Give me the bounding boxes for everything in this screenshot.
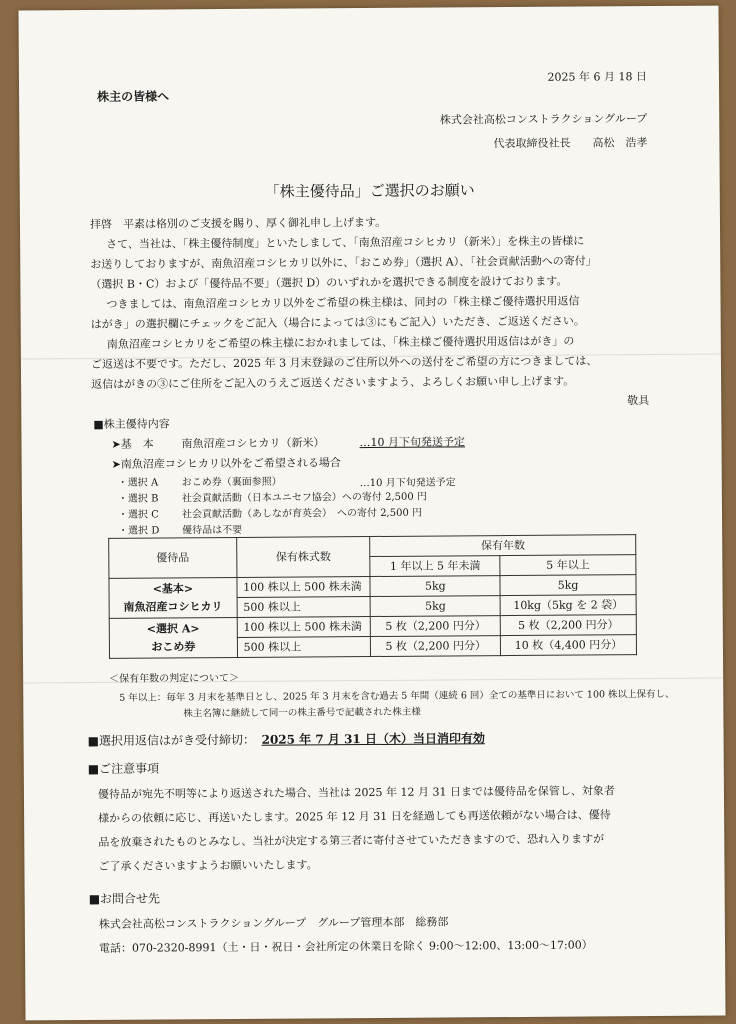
option-text: 優待品は不要 <box>182 524 243 537</box>
shares-cell: 100 株以上 500 株未満 <box>237 617 371 638</box>
deadline-label: ■選択用返信はがき受付締切： <box>87 732 255 748</box>
basic-item: 南魚沼産コシヒカリ（新米） <box>181 436 325 451</box>
contact-tel: 電話：070-2320-8991（土・日・祝日・会社所定の休業日を除く 9:00～12:00、13:00～17:00） <box>98 938 593 955</box>
body-line: 拝啓 平素は格別のご支援を賜り、厚く御礼申し上げます。 <box>89 215 387 231</box>
notice-line: 様からの依頼に応じ、再送いたします。2025 年 12 月 31 日を経過しても再送依頼がない場合は、優待 <box>98 808 611 825</box>
option-text: 社会貢献活動（あしなが育英会） への寄付 2,500 円 <box>181 507 423 521</box>
header-years-5plus: 5 年以上 <box>500 555 636 576</box>
section-heading: ■株主優待内容 <box>93 417 170 431</box>
benefit-table <box>108 534 637 659</box>
closing: 敬具 <box>627 394 650 408</box>
letter-paper <box>18 6 725 1021</box>
notice-line: 品を放棄されたものとみなし、当社が決定する第三者に寄付させていただきますので、恐れ入りますが <box>98 832 605 849</box>
notice-heading: ■ご注意事項 <box>87 761 160 776</box>
deadline-value: 2025 年 7 月 31 日（木）当日消印有効 <box>261 731 485 747</box>
group-label: <基本> <box>152 581 194 596</box>
body-line: 南魚沼産コシヒカリをご希望の株主様におかれましては、「株主様ご優待選択用返信はがき」の <box>106 334 575 351</box>
notice-line: ご了承くださいますようお願いいたします。 <box>98 858 318 873</box>
header-item: 優待品 <box>109 537 237 578</box>
body-line: はがき」の選択欄にチェックをご記入（場合によっては③にもご記入）いただき、ご返送ください。 <box>90 314 585 331</box>
header-years: 保有年数 <box>370 535 636 557</box>
header-shares: 保有株式数 <box>236 537 370 578</box>
representative: 代表取締役社長 高松 浩孝 <box>493 136 648 151</box>
group-label: 南魚沼産コシヒカリ <box>123 599 223 614</box>
contact-org: 株式会社高松コンストラクショングループ グループ管理本部 総務部 <box>98 915 449 931</box>
value-cell: 10 枚（4,400 円分） <box>501 635 637 656</box>
body-line: つきましては、南魚沼産コシヒカリ以外をご希望の株主様は、同封の「株主様ご優待選択用返信 <box>106 294 580 311</box>
basic-note: …10 月下旬発送予定 <box>359 435 466 450</box>
option-note: …10 月下旬発送予定 <box>359 477 456 490</box>
value-cell: 5 枚（2,200 円分） <box>371 636 501 657</box>
option-label: ・選択 C <box>117 509 159 521</box>
option-text: おこめ券（裏面参照） <box>181 476 282 489</box>
option-text: 社会貢献活動（日本ユニセフ協会）への寄付 2,500 円 <box>181 491 427 505</box>
letter-date: 2025 年 6 月 18 日 <box>547 70 648 84</box>
holding-note-title: ＜保有年数の判定について＞ <box>109 672 240 685</box>
group-label: <選択 A> <box>146 621 200 636</box>
value-cell: 5 枚（2,200 円分） <box>500 615 636 636</box>
shares-cell: 500 株以上 <box>237 597 371 618</box>
value-cell: 5kg <box>500 575 636 596</box>
company-name: 株式会社高松コンストラクショングループ <box>439 112 648 127</box>
option-label: ・選択 D <box>118 525 160 537</box>
shares-cell: 500 株以上 <box>237 637 371 658</box>
body-line: さて、当社は、「株主優待制度」といたしまして、「南魚沼産コシヒカリ（新米）」を株主の皆様に <box>106 234 585 251</box>
basic-label: ➤基 本 <box>111 437 154 451</box>
holding-note-line: 株主名簿に継続して同一の株主番号で記載された株主様 <box>183 706 421 720</box>
value-cell: 5kg <box>371 596 501 617</box>
group-basic <box>109 577 237 618</box>
option-label: ・選択 B <box>117 493 159 505</box>
value-cell: 10kg（5kg を 2 袋） <box>500 595 636 616</box>
alt-heading: ➤南魚沼産コシヒカリ以外をご希望される場合 <box>111 456 341 471</box>
group-label: おこめ券 <box>151 639 196 654</box>
body-line: （選択 B・C）および「優待品不要」（選択 D）のいずれかを選択できる制度を設けております。 <box>90 274 568 291</box>
group-option-a <box>109 617 237 658</box>
addressee: 株主の皆様へ <box>97 89 170 104</box>
body-line: ご返送は不要です。ただし、2025 年 3 月末登録のご住所以外への送付をご希望の方につきましては、 <box>90 354 598 371</box>
header-years-1to5: 1 年以上 5 年未満 <box>370 556 500 577</box>
shares-cell: 100 株以上 500 株未満 <box>237 577 371 598</box>
body-line: お送りしておりますが、南魚沼産コシヒカリ以外に、「おこめ券」（選択 A）、「社会貢献活動への寄付」 <box>90 254 597 271</box>
body-line: 返信はがきの③にご住所をご記入のうえご返送くださいますよう、よろしくお願い申し上げます。 <box>91 374 575 391</box>
value-cell: 5 枚（2,200 円分） <box>371 616 501 637</box>
option-label: ・選択 A <box>117 477 159 489</box>
value-cell: 5kg <box>370 576 500 597</box>
notice-line: 優待品が宛先不明等により返送された場合、当社は 2025 年 12 月 31 日までは優待品を保管し、対象者 <box>97 784 615 801</box>
holding-note-line: 5 年以上：毎年 3 月末を基準日とし、2025 年 3 月末を含む過去 5 年間（連続 6 回）全ての基準日において 100 株以上保有し、 <box>119 688 675 704</box>
contact-heading: ■お問合せ先 <box>88 891 161 906</box>
document-title: 「株主優待品」ご選択のお願い <box>264 181 475 201</box>
